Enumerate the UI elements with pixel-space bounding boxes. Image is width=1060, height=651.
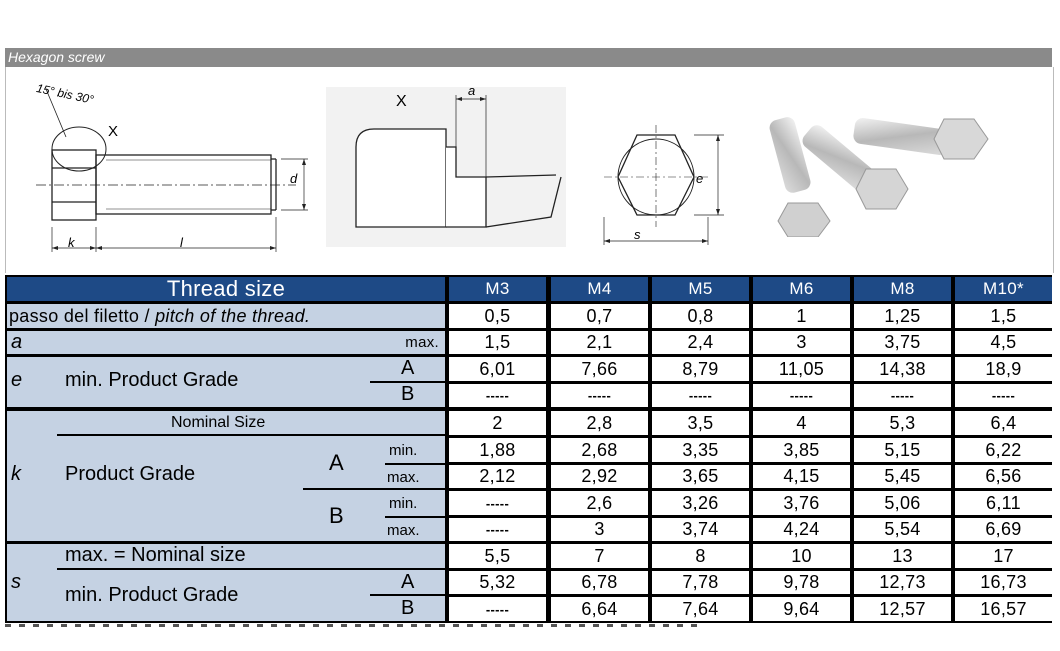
pitch-label-cell bbox=[7, 304, 445, 328]
pitch-label-italian: passo del filetto / bbox=[9, 305, 156, 326]
k-a-min-label: min. bbox=[389, 442, 418, 459]
k-grade-a: A bbox=[329, 450, 344, 475]
k-nominal-label: Nominal Size bbox=[171, 414, 266, 431]
value-cell-s_a-4: 12,73 bbox=[854, 571, 951, 594]
value-cell-e_b-0: ----- bbox=[449, 384, 546, 407]
size-header-1: M4 bbox=[551, 277, 648, 301]
value-cell-k_b_min-1: 2,6 bbox=[551, 491, 648, 515]
value-cell-e_b-4: ----- bbox=[854, 384, 951, 407]
s-max-label: max. = Nominal size bbox=[65, 544, 246, 566]
value-cell-k_nominal-3: 4 bbox=[753, 411, 850, 435]
value-cell-s_b-5: 16,57 bbox=[955, 597, 1052, 621]
value-cell-a_max-4: 3,75 bbox=[854, 331, 951, 354]
k-a-minmax-divider bbox=[385, 463, 445, 465]
value-cell-a_max-3: 3 bbox=[753, 331, 850, 354]
value-cell-e_b-3: ----- bbox=[753, 384, 850, 407]
size-header-0: M3 bbox=[449, 277, 546, 301]
value-cell-k_b_max-3: 4,24 bbox=[753, 518, 850, 541]
s-grade-a: A bbox=[401, 571, 415, 593]
value-cell-k_a_min-5: 6,22 bbox=[955, 438, 1052, 462]
e-description: min. Product Grade bbox=[65, 369, 239, 391]
angle-label: 15° bis 30° bbox=[35, 81, 96, 107]
k-symbol: k bbox=[11, 463, 21, 485]
value-cell-s_max-0: 5,5 bbox=[449, 544, 546, 568]
value-cell-e_a-5: 18,9 bbox=[955, 357, 1052, 381]
screws-photo bbox=[766, 97, 1006, 237]
l-dimension-label: l bbox=[180, 235, 183, 250]
value-cell-e_a-4: 14,38 bbox=[854, 357, 951, 381]
value-cell-k_b_min-3: 3,76 bbox=[753, 491, 850, 515]
a-dimension-label: a bbox=[468, 83, 476, 98]
k-grade-divider bbox=[303, 488, 445, 490]
value-cell-a_max-1: 2,1 bbox=[551, 331, 648, 354]
value-cell-s_a-1: 6,78 bbox=[551, 571, 648, 594]
detail-x-view bbox=[326, 67, 576, 273]
value-cell-s_b-1: 6,64 bbox=[551, 597, 648, 621]
s-grade-divider bbox=[370, 594, 445, 596]
value-cell-s_max-1: 7 bbox=[551, 544, 648, 568]
value-cell-a_max-2: 2,4 bbox=[652, 331, 749, 354]
value-cell-k_b_max-1: 3 bbox=[551, 518, 648, 541]
s-symbol: s bbox=[11, 571, 21, 593]
size-header-2: M5 bbox=[652, 277, 749, 301]
value-cell-s_a-5: 16,73 bbox=[955, 571, 1052, 594]
value-cell-k_nominal-2: 3,5 bbox=[652, 411, 749, 435]
value-cell-s_max-2: 8 bbox=[652, 544, 749, 568]
value-cell-k_a_max-1: 2,92 bbox=[551, 465, 648, 488]
value-cell-k_a_min-2: 3,35 bbox=[652, 438, 749, 462]
e-symbol: e bbox=[11, 369, 23, 391]
k-b-max-label: max. bbox=[387, 522, 420, 539]
value-cell-pitch-5: 1,5 bbox=[955, 304, 1052, 328]
value-cell-k_b_min-0: ----- bbox=[449, 491, 546, 515]
value-cell-s_b-2: 7,64 bbox=[652, 597, 749, 621]
k-dimension-label: k bbox=[68, 235, 75, 250]
value-cell-e_a-2: 8,79 bbox=[652, 357, 749, 381]
k-a-max-label: max. bbox=[387, 469, 420, 486]
k-grade-b: B bbox=[329, 503, 344, 528]
value-cell-pitch-3: 1 bbox=[753, 304, 850, 328]
value-cell-s_max-4: 13 bbox=[854, 544, 951, 568]
hexagon-top-view bbox=[584, 67, 734, 273]
value-cell-k_a_max-0: 2,12 bbox=[449, 465, 546, 488]
value-cell-k_a_max-4: 5,45 bbox=[854, 465, 951, 488]
value-cell-e_a-0: 6,01 bbox=[449, 357, 546, 381]
e-grade-a: A bbox=[401, 357, 415, 379]
value-cell-k_a_max-3: 4,15 bbox=[753, 465, 850, 488]
value-cell-k_a_min-0: 1,88 bbox=[449, 438, 546, 462]
value-cell-a_max-0: 1,5 bbox=[449, 331, 546, 354]
value-cell-k_b_min-5: 6,11 bbox=[955, 491, 1052, 515]
value-cell-pitch-4: 1,25 bbox=[854, 304, 951, 328]
k-b-min-label: min. bbox=[389, 495, 418, 512]
value-cell-e_b-2: ----- bbox=[652, 384, 749, 407]
s-dimension-label: s bbox=[634, 227, 641, 242]
s-grade-b: B bbox=[401, 597, 415, 619]
x-mark-label: X bbox=[108, 123, 119, 140]
value-cell-a_max-5: 4,5 bbox=[955, 331, 1052, 354]
k-nominal-divider bbox=[57, 434, 445, 436]
value-cell-s_a-0: 5,32 bbox=[449, 571, 546, 594]
size-header-5: M10* bbox=[955, 277, 1052, 301]
value-cell-k_nominal-1: 2,8 bbox=[551, 411, 648, 435]
value-cell-k_a_min-1: 2,68 bbox=[551, 438, 648, 462]
value-cell-s_b-0: ----- bbox=[449, 597, 546, 621]
value-cell-k_b_min-2: 3,26 bbox=[652, 491, 749, 515]
value-cell-s_a-2: 7,78 bbox=[652, 571, 749, 594]
value-cell-k_b_min-4: 5,06 bbox=[854, 491, 951, 515]
value-cell-e_a-3: 11,05 bbox=[753, 357, 850, 381]
value-cell-k_a_min-3: 3,85 bbox=[753, 438, 850, 462]
figure-panel bbox=[5, 67, 1054, 273]
value-cell-pitch-2: 0,8 bbox=[652, 304, 749, 328]
value-cell-k_a_max-5: 6,56 bbox=[955, 465, 1052, 488]
k-product-grade: Product Grade bbox=[65, 463, 196, 485]
value-cell-s_max-3: 10 bbox=[753, 544, 850, 568]
value-cell-s_b-4: 12,57 bbox=[854, 597, 951, 621]
value-cell-k_nominal-4: 5,3 bbox=[854, 411, 951, 435]
value-cell-k_b_max-5: 6,69 bbox=[955, 518, 1052, 541]
e-dimension-label: e bbox=[696, 171, 704, 186]
detail-x-label: X bbox=[396, 93, 407, 110]
value-cell-e_a-1: 7,66 bbox=[551, 357, 648, 381]
dimensions-table bbox=[5, 275, 1052, 623]
value-cell-e_b-1: ----- bbox=[551, 384, 648, 407]
a-label-cell bbox=[7, 331, 445, 354]
a-qualifier: max. bbox=[405, 334, 439, 351]
value-cell-e_b-5: ----- bbox=[955, 384, 1052, 407]
value-cell-pitch-1: 0,7 bbox=[551, 304, 648, 328]
value-cell-k_a_min-4: 5,15 bbox=[854, 438, 951, 462]
e-grade-divider bbox=[370, 381, 445, 383]
value-cell-s_max-5: 17 bbox=[955, 544, 1052, 568]
value-cell-k_nominal-0: 2 bbox=[449, 411, 546, 435]
cut-off-text-strip bbox=[5, 624, 1052, 630]
k-b-minmax-divider bbox=[385, 516, 445, 518]
pitch-label-english: pitch of the thread. bbox=[155, 305, 311, 326]
value-cell-pitch-0: 0,5 bbox=[449, 304, 546, 328]
value-cell-k_nominal-5: 6,4 bbox=[955, 411, 1052, 435]
size-header-3: M6 bbox=[753, 277, 850, 301]
a-symbol: a bbox=[11, 331, 23, 353]
value-cell-s_a-3: 9,78 bbox=[753, 571, 850, 594]
value-cell-s_b-3: 9,64 bbox=[753, 597, 850, 621]
d-dimension-label: d bbox=[290, 171, 298, 186]
value-cell-k_b_max-2: 3,74 bbox=[652, 518, 749, 541]
e-grade-b: B bbox=[401, 383, 415, 405]
value-cell-k_b_max-0: ----- bbox=[449, 518, 546, 541]
size-header-4: M8 bbox=[854, 277, 951, 301]
value-cell-k_a_max-2: 3,65 bbox=[652, 465, 749, 488]
header-thread-size: Thread size bbox=[7, 277, 445, 301]
s-min-label: min. Product Grade bbox=[65, 584, 239, 606]
s-max-divider bbox=[57, 568, 445, 570]
section-title: Hexagon screw bbox=[5, 48, 1052, 67]
value-cell-k_b_max-4: 5,54 bbox=[854, 518, 951, 541]
